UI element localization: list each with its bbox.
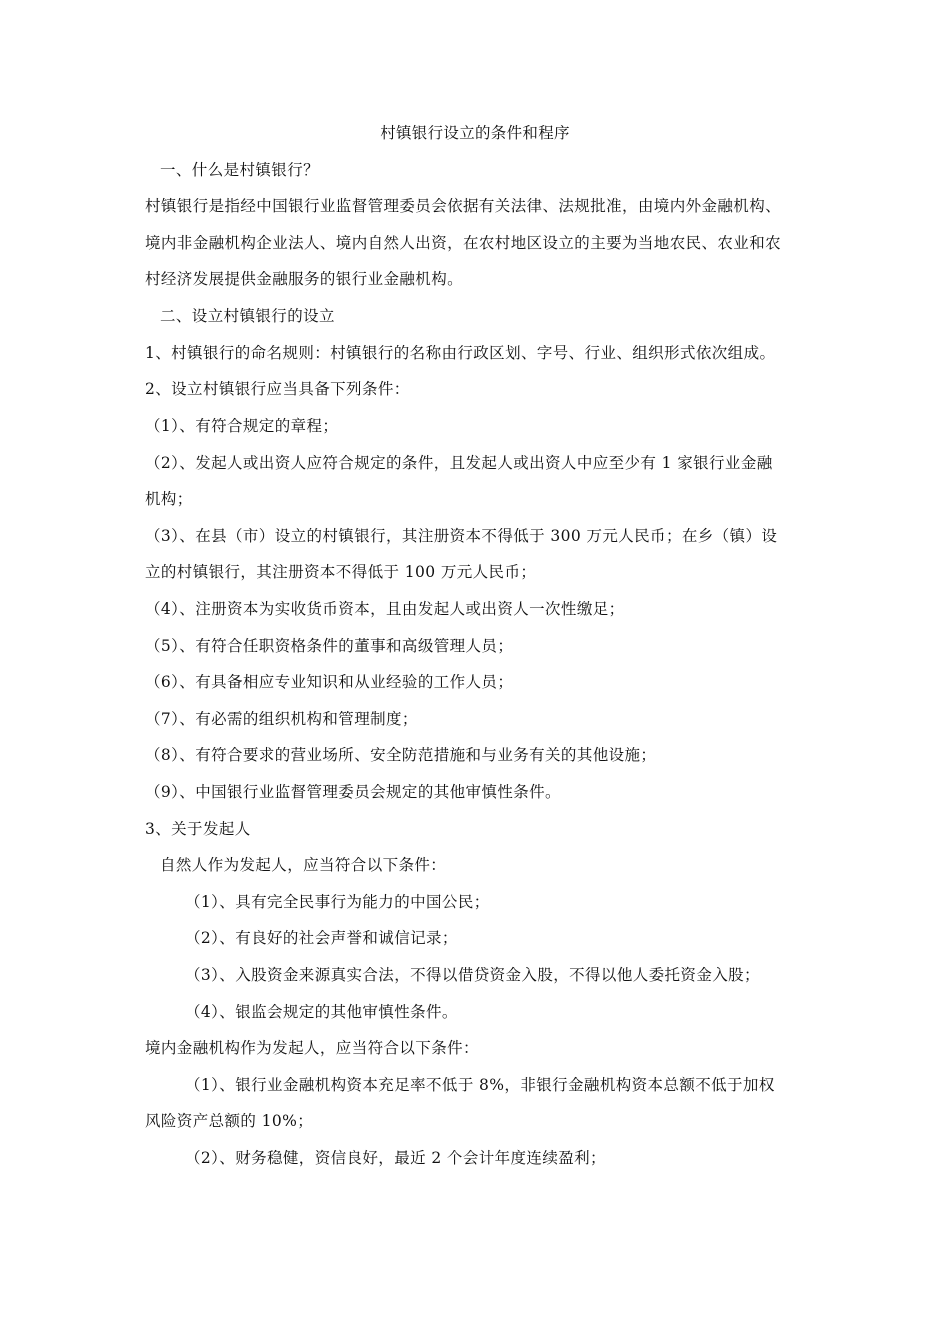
list-item: （9）、中国银行业监督管理委员会规定的其他审慎性条件。 <box>145 783 561 801</box>
list-item: （2）、有良好的社会声誉和诚信记录； <box>185 929 458 947</box>
list-item: （6）、有具备相应专业知识和从业经验的工作人员； <box>145 673 514 691</box>
paragraph-line: 村镇银行是指经中国银行业监督管理委员会依据有关法律、法规批准，由境内外金融机构、 <box>145 197 782 215</box>
list-item: （1）、银行业金融机构资本充足率不低于 8%，非银行金融机构资本总额不低于加权 <box>185 1076 775 1094</box>
list-item: （1）、有符合规定的章程； <box>145 417 339 435</box>
list-item: （8）、有符合要求的营业场所、安全防范措施和与业务有关的其他设施； <box>145 746 657 764</box>
list-item: （5）、有符合任职资格条件的董事和高级管理人员； <box>145 637 514 655</box>
list-item-continuation: 立的村镇银行，其注册资本不得低于 100 万元人民币； <box>145 563 537 581</box>
list-item-continuation: 机构； <box>145 490 193 508</box>
document-title: 村镇银行设立的条件和程序 <box>380 124 570 142</box>
list-item: （3）、在县（市）设立的村镇银行，其注册资本不得低于 300 万元人民币；在乡（镇）设 <box>145 527 778 545</box>
paragraph-line: 3、关于发起人 <box>145 820 251 838</box>
section-heading: 一、什么是村镇银行？ <box>160 161 320 179</box>
paragraph-line: 自然人作为发起人，应当符合以下条件： <box>160 856 447 874</box>
paragraph-line: 2、设立村镇银行应当具备下列条件： <box>145 380 410 398</box>
section-heading: 二、设立村镇银行的设立 <box>160 307 335 325</box>
list-item: （1）、具有完全民事行为能力的中国公民； <box>185 893 490 911</box>
list-item: （2）、财务稳健，资信良好，最近 2 个会计年度连续盈利； <box>185 1149 606 1167</box>
list-item: （2）、发起人或出资人应符合规定的条件，且发起人或出资人中应至少有 1 家银行业金融 <box>145 454 773 472</box>
paragraph-line: 村经济发展提供金融服务的银行业金融机构。 <box>145 270 464 288</box>
list-item: （4）、银监会规定的其他审慎性条件。 <box>185 1003 458 1021</box>
list-item: （7）、有必需的组织机构和管理制度； <box>145 710 418 728</box>
list-item: （3）、入股资金来源真实合法，不得以借贷资金入股，不得以他人委托资金入股； <box>185 966 760 984</box>
list-item: （4）、注册资本为实收货币资本，且由发起人或出资人一次性缴足； <box>145 600 625 618</box>
list-item-continuation: 风险资产总额的 10%； <box>145 1112 314 1130</box>
paragraph-line: 境内金融机构作为发起人，应当符合以下条件： <box>145 1039 479 1057</box>
paragraph-line: 境内非金融机构企业法人、境内自然人出资，在农村地区设立的主要为当地农民、农业和农 <box>145 234 782 252</box>
paragraph-line: 1、村镇银行的命名规则：村镇银行的名称由行政区划、字号、行业、组织形式依次组成。 <box>145 344 776 362</box>
